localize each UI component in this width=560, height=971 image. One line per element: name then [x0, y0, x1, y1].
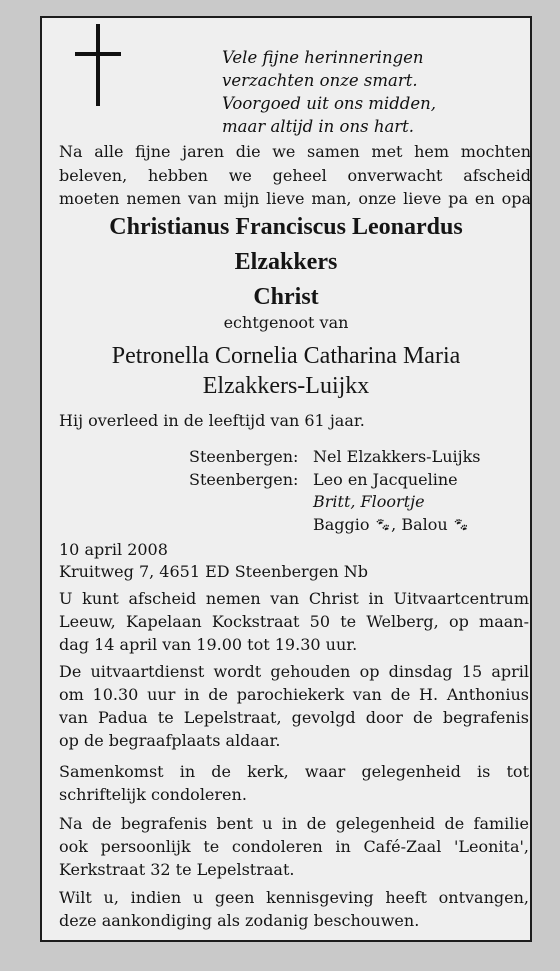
family-names: Nel Elzakkers-Luijks — [313, 447, 481, 466]
pet-name: Balou — [401, 514, 448, 534]
spouse-label: echtgenoot van — [223, 313, 349, 332]
paragraph-line: Kerkstraat 32 te Lepelstraat. — [59, 860, 295, 879]
paragraph-line: schriftelijk condoleren. — [59, 785, 247, 804]
cross-icon — [75, 24, 121, 106]
deceased-surname: Elzakkers — [234, 249, 338, 275]
deceased-name — [40, 210, 532, 315]
paragraph-line: ook persoonlijk te condoleren in Café-Zaal 'Leonita', — [59, 837, 529, 856]
condolence-paragraph — [59, 760, 529, 806]
family-place: Steenbergen: — [189, 447, 299, 466]
intro-text — [59, 140, 531, 211]
paragraph-line: Wilt u, indien u geen kennisgeving heeft ontvangen, — [59, 888, 529, 907]
paragraph-line: deze aankondiging als zodanig beschouwen. — [59, 911, 420, 930]
pets-names: Baggio 🐾︎, Balou 🐾︎ — [313, 514, 470, 534]
paragraph-line: U kunt afscheid nemen van Christ in Uitvaartcentrum — [59, 589, 529, 608]
funeral-paragraph — [59, 660, 529, 752]
notice-date: 10 april 2008 — [59, 540, 168, 559]
spouse-name — [40, 341, 532, 401]
pet-name: Baggio — [313, 514, 370, 534]
paragraph-line: De uitvaartdienst wordt gehouden op dinsdag 15 april — [59, 662, 529, 681]
paragraph-line: op de begraafplaats aldaar. — [59, 731, 281, 750]
family-place: Steenbergen: — [189, 469, 299, 489]
spouse-full-name: Petronella Cornelia Catharina Maria — [111, 343, 461, 369]
memorial-poem — [222, 46, 436, 138]
poem-line: maar altijd in ons hart. — [222, 117, 415, 136]
date-address-block — [59, 539, 368, 583]
intro-line: moeten nemen van mijn lieve man, onze lieve pa en opa — [59, 189, 531, 208]
paragraph-line: Leeuw, Kapelaan Kockstraat 50 te Welberg, op maan- — [59, 612, 529, 631]
paragraph-line: Na de begrafenis bent u in de gelegenheid de familie — [59, 814, 529, 833]
reception-paragraph — [59, 812, 529, 881]
notification-paragraph — [59, 886, 529, 932]
family-names: Leo en Jacqueline — [313, 469, 458, 489]
deceased-full-name: Christianus Franciscus Leonardus — [109, 214, 463, 240]
deceased-nickname: Christ — [253, 284, 319, 310]
viewing-paragraph — [59, 587, 529, 656]
paragraph-line: Samenkomst in de kerk, waar gelegenheid is tot — [59, 762, 529, 781]
paragraph-line: dag 14 april van 19.00 tot 19.30 uur. — [59, 635, 358, 654]
grandchildren-names: Britt, Floortje — [313, 492, 425, 511]
age-statement: Hij overleed in de leeftijd van 61 jaar. — [59, 411, 365, 430]
paw-print-icon: 🐾︎ — [452, 517, 470, 533]
paragraph-line: van Padua te Lepelstraat, gevolgd door de begrafenis — [59, 708, 529, 727]
intro-line: Na alle fijne jaren die we samen met hem mochten — [59, 142, 531, 161]
poem-line: verzachten onze smart. — [222, 71, 418, 90]
home-address: Kruitweg 7, 4651 ED Steenbergen Nb — [59, 562, 369, 581]
intro-line: beleven, hebben we geheel onverwacht afscheid — [59, 165, 531, 185]
paw-print-icon: 🐾︎ — [374, 517, 392, 533]
spouse-surname: Elzakkers-Luijkx — [202, 373, 370, 399]
paragraph-line: om 10.30 uur in de parochiekerk van de H. Anthonius — [59, 685, 529, 704]
poem-line: Voorgoed uit ons midden, — [222, 94, 436, 113]
poem-line: Vele fijne herinneringen — [222, 48, 424, 67]
